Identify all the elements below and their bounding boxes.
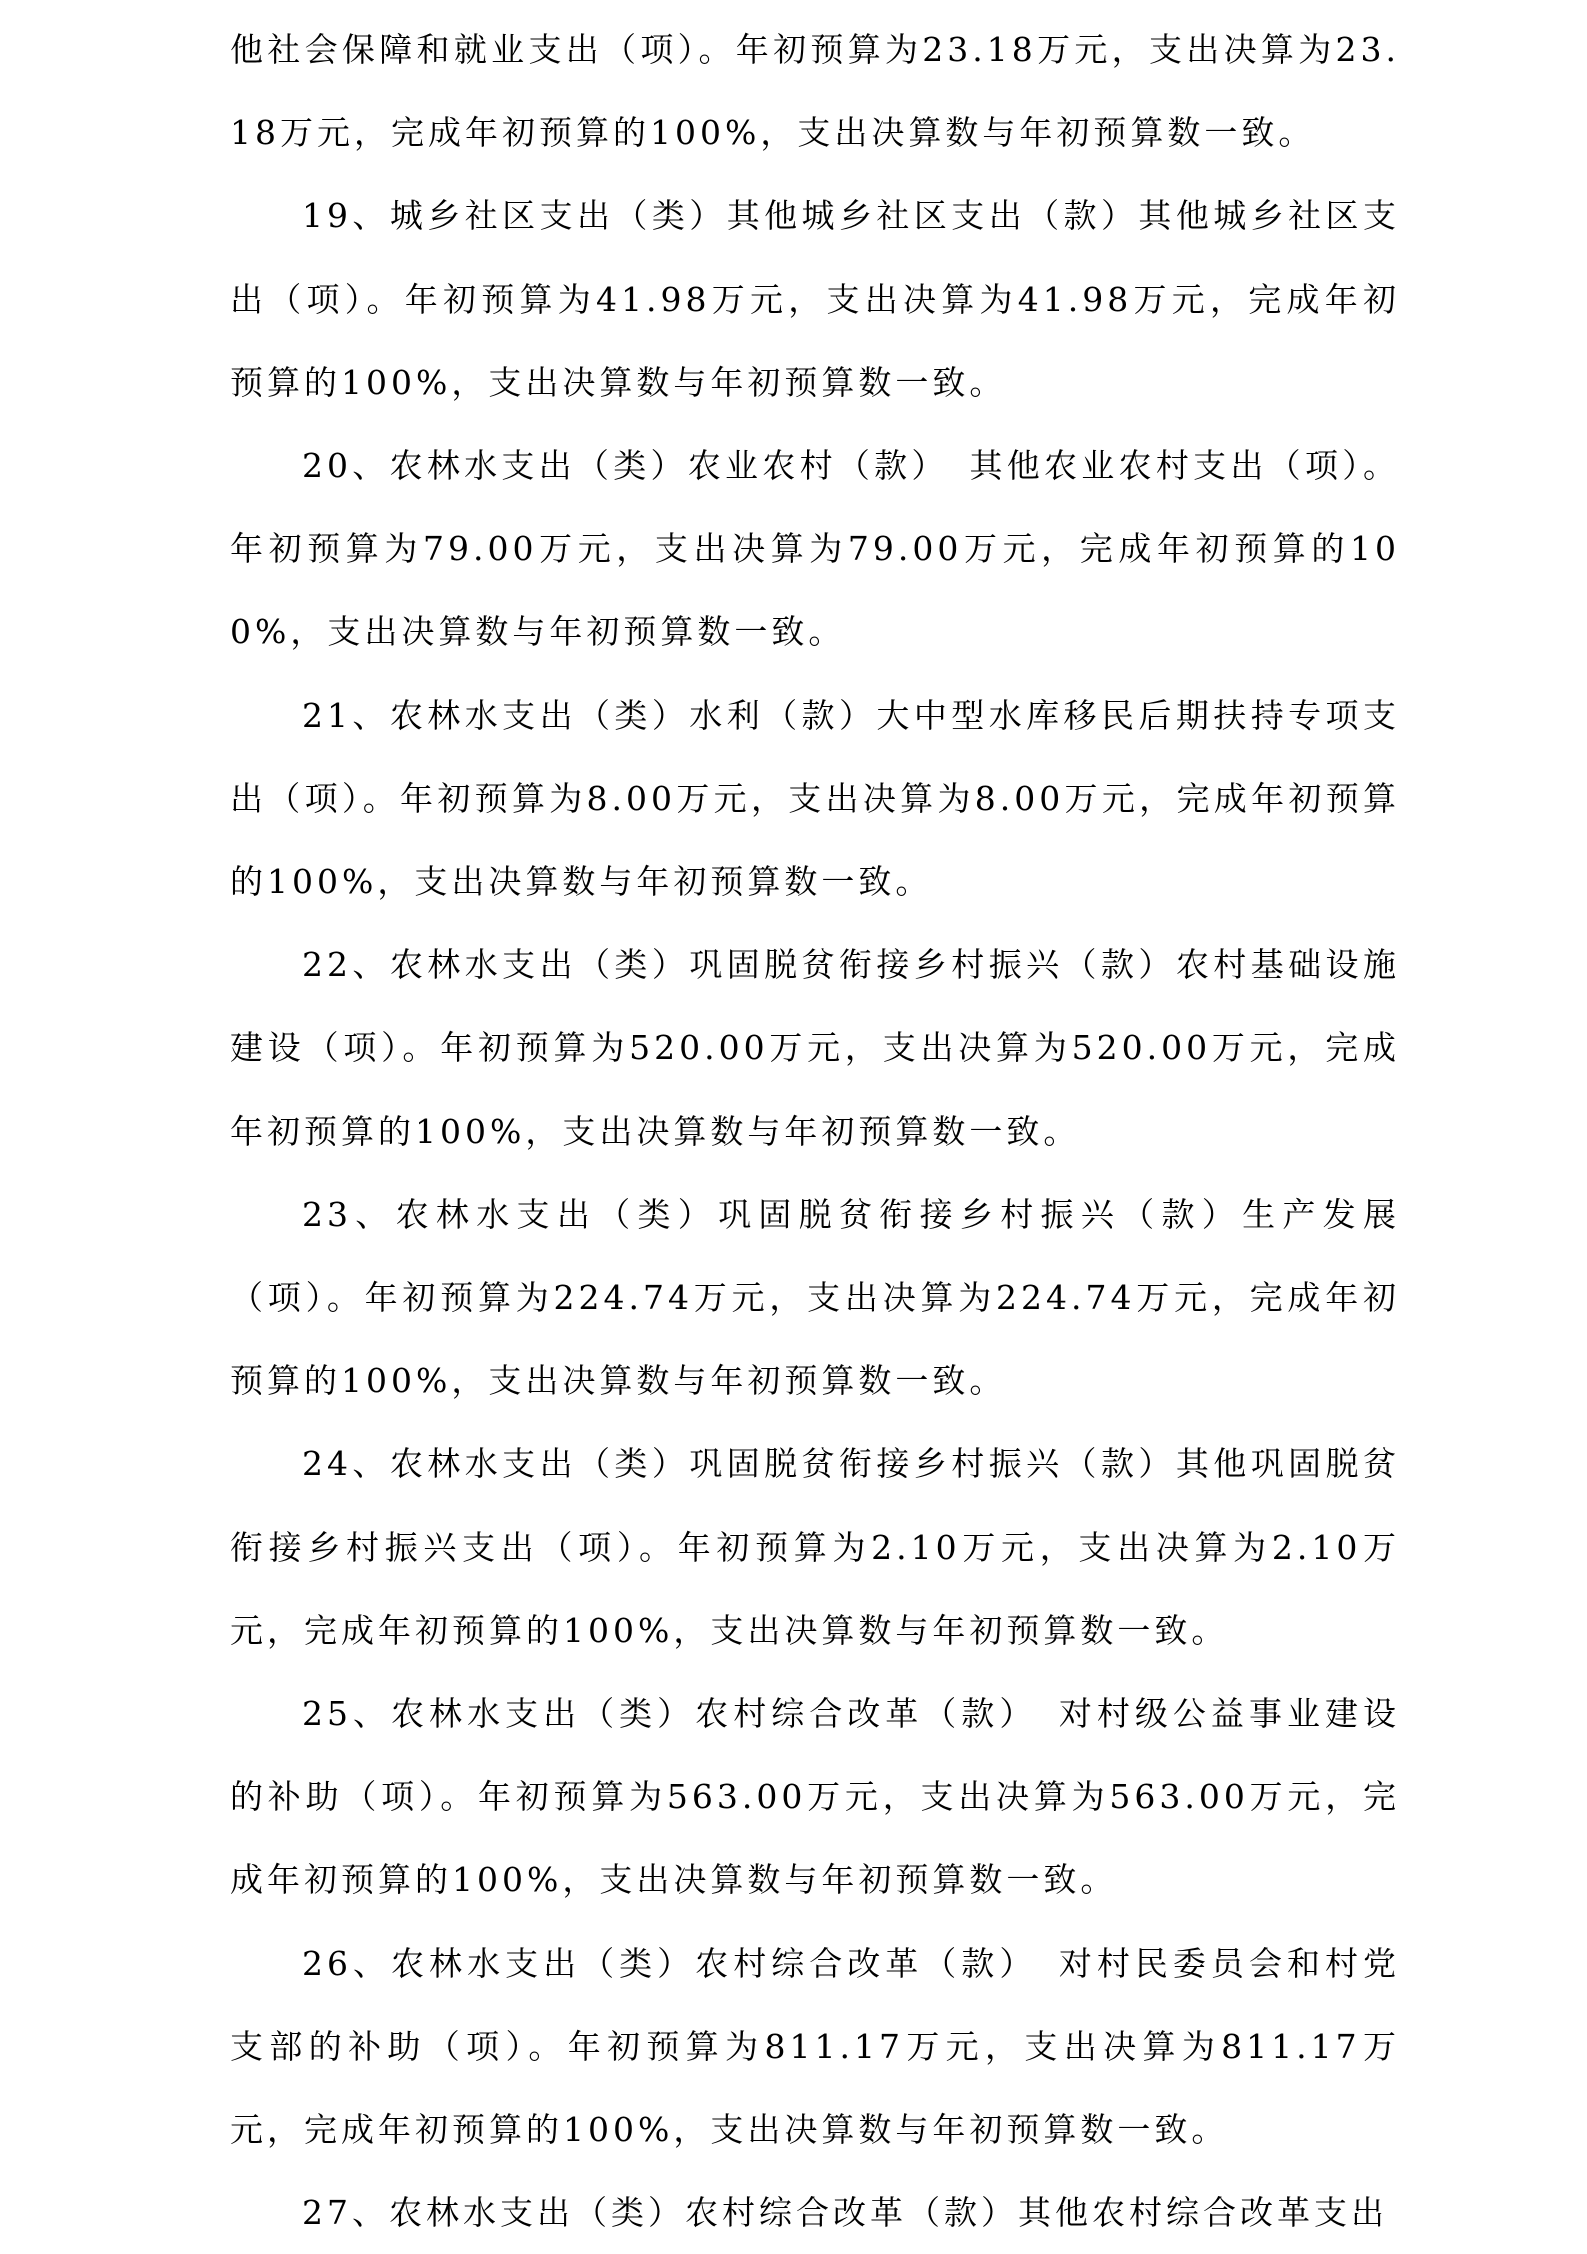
paragraph-23: 23、农林水支出（类）巩固脱贫衔接乡村振兴（款）生产发展（项）。年初预算为224.74万元，支出决算为224.74万元，完成年初预算的100%，支出决算数与年初预算数一致。 bbox=[230, 1194, 1400, 1401]
paragraph-20: 20、农林水支出（类）农业农村（款） 其他农业农村支出（项）。年初预算为79.00万元，支出决算为79.00万元，完成年初预算的100%，支出决算数与年初预算数一致。 bbox=[230, 446, 1400, 652]
paragraph-22: 22、农林水支出（类）巩固脱贫衔接乡村振兴（款）农村基础设施建设（项）。年初预算为520.00万元，支出决算为520.00万元，完成年初预算的100%，支出决算数与年初预算数一致。 bbox=[230, 945, 1400, 1151]
document-page bbox=[230, 8, 1400, 2254]
paragraph-21: 21、农林水支出（类）水利（款）大中型水库移民后期扶持专项支出（项）。年初预算为8.00万元，支出决算为8.00万元，完成年初预算的100%，支出决算数与年初预算数一致。 bbox=[230, 695, 1400, 902]
paragraph-24: 24、农林水支出（类）巩固脱贫衔接乡村振兴（款）其他巩固脱贫衔接乡村振兴支出（项）。年初预算为2.10万元，支出决算为2.10万元，完成年初预算的100%，支出决算数与年初预算数一致。 bbox=[230, 1444, 1400, 1650]
paragraph-26: 26、农林水支出（类）农村综合改革（款） 对村民委员会和村党支部的补助（项）。年初预算为811.17万元，支出决算为811.17万元，完成年初预算的100%，支出决算数与年初预算数一致。 bbox=[230, 1943, 1400, 2150]
paragraph-27-start: 27、农林水支出（类）农村综合改革（款）其他农村综合改革支出 bbox=[302, 2193, 1388, 2233]
paragraph-19: 19、城乡社区支出（类）其他城乡社区支出（款）其他城乡社区支出（项）。年初预算为41.98万元，支出决算为41.98万元，完成年初预算的100%，支出决算数与年初预算数一致。 bbox=[230, 196, 1400, 402]
paragraph-18-continuation: 他社会保障和就业支出（项）。年初预算为23.18万元，支出决算为23.18万元，完成年初预算的100%，支出决算数与年初预算数一致。 bbox=[230, 30, 1400, 153]
paragraph-25: 25、农林水支出（类）农村综合改革（款） 对村级公益事业建设的补助（项）。年初预算为563.00万元，支出决算为563.00万元，完成年初预算的100%，支出决算数与年初预算数一致。 bbox=[230, 1694, 1400, 1900]
